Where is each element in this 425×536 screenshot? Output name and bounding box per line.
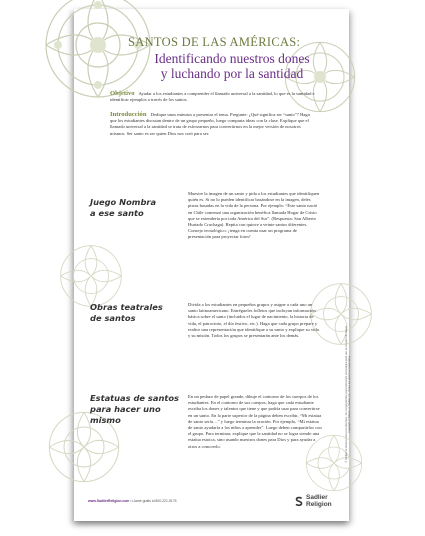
title-main-line-1: Identificando nuestros dones <box>154 51 310 66</box>
sadlier-logo <box>295 494 349 508</box>
footer-contact <box>88 499 177 503</box>
title-series: SANTOS DE LAS AMÉRICAS: <box>128 35 301 49</box>
introduccion-label: Introducción <box>110 111 147 118</box>
section-heading-obras: Obras teatrales de santos <box>90 302 163 323</box>
section-text-estatuas: En un pedazo de papel grande, dibuje el contorno de los cuerpos de los estudiantes. En el contorno de sus cuerpos, haga que cada estudiante escriba los dones y talentos que tiene y que podría usar para convertirse en un santo. En la parte superior de la página deben escribir, “Mi estatua de santo sería…” y luego terminar la oración. Por ejemplo, “Mi estatua de santo ayudaría a los niños a aprender”. Luego deben compartirlos con el grupo. Para terminar, explique que la santidad no se logra siendo una estatua estoica, sino usando nuestros dones para Dios y para ayudar a otros a conocerlo. <box>188 394 322 449</box>
title-main <box>122 51 342 81</box>
worksheet-page <box>74 9 352 521</box>
section-text-juego: Muestre la imagen de un santo y pida a los estudiantes que identifiquen quién es. Si no lo pueden identificar basándose en la imagen, deles pistas basadas en la vida de la persona. Por ejemplo: “Este santo nació en Chile comenzó una organización benéfica llamada Hogar de Cristo que se extendería por toda América del Sur”. (Respuesta: San Alberto Hurtado Cruchaga). Repita con quince a veinte santos diferentes. Consejo tecnológico: ¡tenga en cuenta usar un programa de presentación para proyectar fotos! <box>188 191 320 240</box>
objetivo-label: Objetivo <box>110 90 135 97</box>
introduccion-paragraph <box>110 112 316 137</box>
section-heading-juego: Juego Nombra a ese santo <box>90 197 157 218</box>
logo-text: Sadlier Religion <box>306 494 332 508</box>
objetivo-text: Ayudar a los estudiantes a comprender el llamado universal a la santidad, lo que es la santidad e identificar ejemplos a través de los santos. <box>110 91 315 103</box>
objetivo-paragraph <box>110 91 316 103</box>
introduccion-text: Dedique unos minutos a presentar el tema. Pregunte: ¿Qué significa ser “santo”? Haga que los estudiantes discutan dentro de un grupo pequeño, luego comparta ideas con la clase. Explique que el llamado universal a la santidad se trata de esforzarnos para convertirnos en la mejor versión de nosotros mismos. Ser santo es ser quien Dios nos creó para ser. <box>110 112 310 136</box>
sadlier-s-icon <box>295 497 303 506</box>
section-heading-estatuas: Estatuas de santos para hacer uno mismo <box>90 393 179 425</box>
footer-phone: • Llame gratis al 800-221-5175 <box>129 499 177 503</box>
title-main-line-2: y luchando por la santidad <box>160 66 304 81</box>
section-text-obras: Divida a los estudiantes en pequeños grupos y asigne a cada uno un santo latinoamericano. Entrégueles folletos que incluyan información básica sobre el santo (incluidos el lugar de nacimiento, la historia de vida, el patrocinio, el día festivo, etc.). Haga que cada grupo prepare y realice una representación que identifique a su santo y explique su vida y su misión. Todos los grupos se presentarán ante los demás. <box>188 302 319 339</box>
footer-url-link[interactable]: www.SadlierReligion.com <box>88 499 130 503</box>
copyright-notice: © Sadlier se reserva todos los derechos. Se otorga permiso para reproducir esta página para uso en el salón de clases. Copyright © William H. Sadlier, Inc. Todos los derechos reservados. <box>345 325 352 463</box>
medallion-mid-left-icon <box>56 241 126 311</box>
